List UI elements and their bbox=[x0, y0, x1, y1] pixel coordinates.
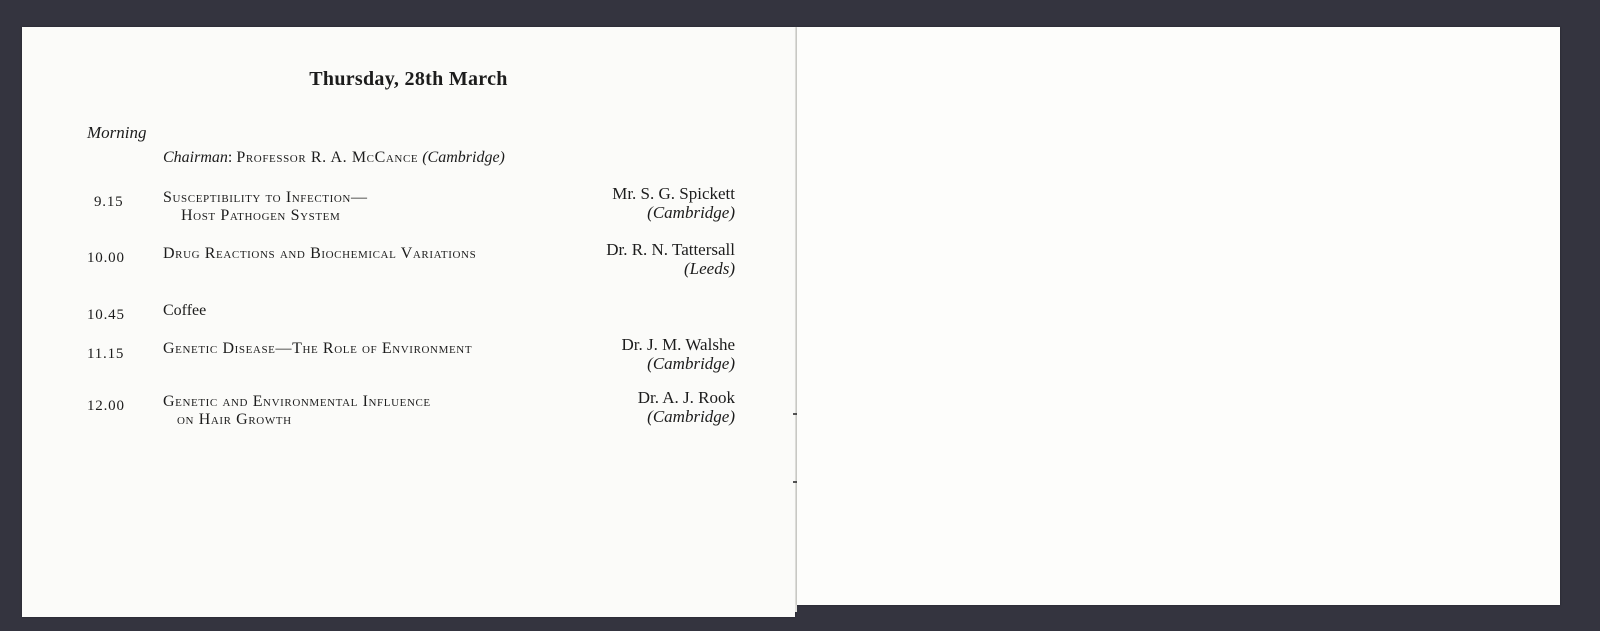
item-speaker: Dr. R. N. Tattersall bbox=[606, 240, 735, 259]
chairman-colon: : bbox=[227, 149, 237, 166]
item-time: 11.15 bbox=[87, 346, 125, 362]
item-speaker: Dr. J. M. Walshe bbox=[621, 335, 735, 354]
item-title bbox=[163, 245, 476, 263]
item-title-line1: Genetic Disease—The Role of Environment bbox=[163, 340, 473, 357]
item-affiliation: (Leeds) bbox=[684, 259, 735, 278]
chairman-affiliation: (Cambridge) bbox=[422, 149, 505, 166]
item-title bbox=[163, 340, 472, 358]
page-title: Thursday, 28th March bbox=[309, 68, 508, 90]
chairman-label: Chairman bbox=[163, 149, 228, 166]
item-speaker: Mr. S. G. Spickett bbox=[612, 184, 735, 203]
item-affiliation: (Cambridge) bbox=[647, 354, 735, 373]
item-speaker-block bbox=[612, 184, 735, 222]
item-time: 9.15 bbox=[94, 194, 124, 210]
item-title-line1: Susceptibility to Infection— bbox=[163, 189, 368, 206]
item-title-line1: Genetic and Environmental Influence bbox=[163, 393, 431, 410]
chairman-line bbox=[163, 149, 505, 167]
item-title bbox=[163, 189, 368, 225]
item-title-line2: on Hair Growth bbox=[177, 411, 292, 428]
chairman-name: Professor R. A. McCance bbox=[236, 149, 419, 166]
right-page bbox=[797, 27, 1560, 605]
item-speaker-block bbox=[638, 388, 735, 426]
session-label: Morning bbox=[87, 123, 147, 142]
item-title bbox=[163, 393, 431, 429]
item-affiliation: (Cambridge) bbox=[647, 203, 735, 222]
left-page bbox=[22, 27, 795, 617]
item-title-line2: Host Pathogen System bbox=[181, 207, 341, 224]
item-time: 10.00 bbox=[87, 250, 125, 266]
item-speaker-block bbox=[606, 240, 735, 278]
item-speaker: Dr. A. J. Rook bbox=[637, 388, 735, 407]
item-speaker-block bbox=[621, 335, 735, 373]
item-affiliation: (Cambridge) bbox=[647, 407, 735, 426]
item-title-line1: Coffee bbox=[163, 302, 207, 319]
item-time: 10.45 bbox=[87, 307, 125, 323]
item-title-line1: Drug Reactions and Biochemical Variations bbox=[163, 245, 477, 262]
item-time: 12.00 bbox=[87, 398, 125, 414]
